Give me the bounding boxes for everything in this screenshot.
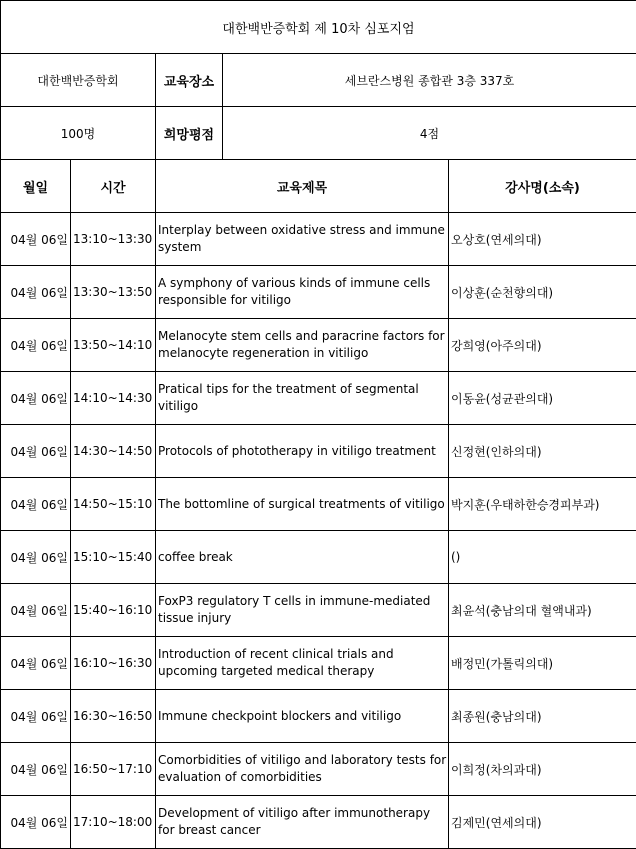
time-cell: 14:50~15:10 [71, 478, 156, 531]
speaker-cell: 최윤석(충남의대 혈액내과) [449, 584, 636, 637]
speaker-header: 강사명(소속) [449, 160, 636, 213]
score-value: 4점 [223, 107, 636, 160]
time-cell: 14:30~14:50 [71, 425, 156, 478]
date-cell: 04월 06일 [1, 637, 71, 690]
speaker-cell: 신정현(인하의대) [449, 425, 636, 478]
speaker-cell: 김제민(연세의대) [449, 796, 636, 849]
time-cell: 17:10~18:00 [71, 796, 156, 849]
time-cell: 14:10~14:30 [71, 372, 156, 425]
table-row [1, 584, 636, 637]
score-label: 희망평점 [156, 107, 223, 160]
speaker-cell: 오상호(연세의대) [449, 213, 636, 266]
capacity-value: 100명 [1, 107, 156, 160]
date-cell: 04월 06일 [1, 266, 71, 319]
time-cell: 16:30~16:50 [71, 690, 156, 743]
topic-cell: Immune checkpoint blockers and vitiligo [156, 690, 449, 743]
topic-header: 교육제목 [156, 160, 449, 213]
time-cell: 16:10~16:30 [71, 637, 156, 690]
topic-cell: FoxP3 regulatory T cells in immune-mediated tissue injury [156, 584, 449, 637]
date-cell: 04월 06일 [1, 213, 71, 266]
speaker-cell: 이희정(차의과대) [449, 743, 636, 796]
time-cell: 15:10~15:40 [71, 531, 156, 584]
date-cell: 04월 06일 [1, 690, 71, 743]
topic-cell: Comorbidities of vitiligo and laboratory tests for evaluation of comorbidities [156, 743, 449, 796]
topic-cell: A symphony of various kinds of immune cells responsible for vitiligo [156, 266, 449, 319]
table-row [1, 743, 636, 796]
time-header: 시간 [71, 160, 156, 213]
time-cell: 15:40~16:10 [71, 584, 156, 637]
time-cell: 13:30~13:50 [71, 266, 156, 319]
venue-label: 교육장소 [156, 54, 223, 107]
topic-cell: The bottomline of surgical treatments of vitiligo [156, 478, 449, 531]
table-row [1, 425, 636, 478]
table-row [1, 531, 636, 584]
table-row [1, 266, 636, 319]
date-cell: 04월 06일 [1, 372, 71, 425]
organizer-name: 대한백반증학회 [1, 54, 156, 107]
table-row [1, 690, 636, 743]
date-cell: 04월 06일 [1, 531, 71, 584]
date-cell: 04월 06일 [1, 796, 71, 849]
date-cell: 04월 06일 [1, 425, 71, 478]
topic-cell: coffee break [156, 531, 449, 584]
title-row [1, 1, 636, 54]
time-cell: 13:10~13:30 [71, 213, 156, 266]
topic-cell: Introduction of recent clinical trials and upcoming targeted medical therapy [156, 637, 449, 690]
venue-row [1, 54, 636, 107]
table-row [1, 372, 636, 425]
date-header: 월일 [1, 160, 71, 213]
time-cell: 13:50~14:10 [71, 319, 156, 372]
date-cell: 04월 06일 [1, 743, 71, 796]
speaker-cell: 이동윤(성균관의대) [449, 372, 636, 425]
table-row [1, 637, 636, 690]
speaker-cell: 박지훈(우태하한승경피부과) [449, 478, 636, 531]
date-cell: 04월 06일 [1, 478, 71, 531]
speaker-cell: () [449, 531, 636, 584]
topic-cell: Pratical tips for the treatment of segmental vitiligo [156, 372, 449, 425]
table-row [1, 796, 636, 849]
topic-cell: Development of vitiligo after immunotherapy for breast cancer [156, 796, 449, 849]
header-row [1, 160, 636, 213]
table-row [1, 319, 636, 372]
table-row [1, 478, 636, 531]
capacity-row [1, 107, 636, 160]
symposium-title: 대한백반증학회 제 10차 심포지엄 [1, 1, 636, 54]
date-cell: 04월 06일 [1, 584, 71, 637]
speaker-cell: 배정민(가톨릭의대) [449, 637, 636, 690]
venue-value: 세브란스병원 종합관 3층 337호 [223, 54, 636, 107]
topic-cell: Protocols of phototherapy in vitiligo treatment [156, 425, 449, 478]
table-row [1, 213, 636, 266]
speaker-cell: 최종원(충남의대) [449, 690, 636, 743]
speaker-cell: 이상훈(순천향의대) [449, 266, 636, 319]
time-cell: 16:50~17:10 [71, 743, 156, 796]
speaker-cell: 강희영(아주의대) [449, 319, 636, 372]
topic-cell: Melanocyte stem cells and paracrine factors for melanocyte regeneration in vitiligo [156, 319, 449, 372]
topic-cell: Interplay between oxidative stress and immune system [156, 213, 449, 266]
date-cell: 04월 06일 [1, 319, 71, 372]
